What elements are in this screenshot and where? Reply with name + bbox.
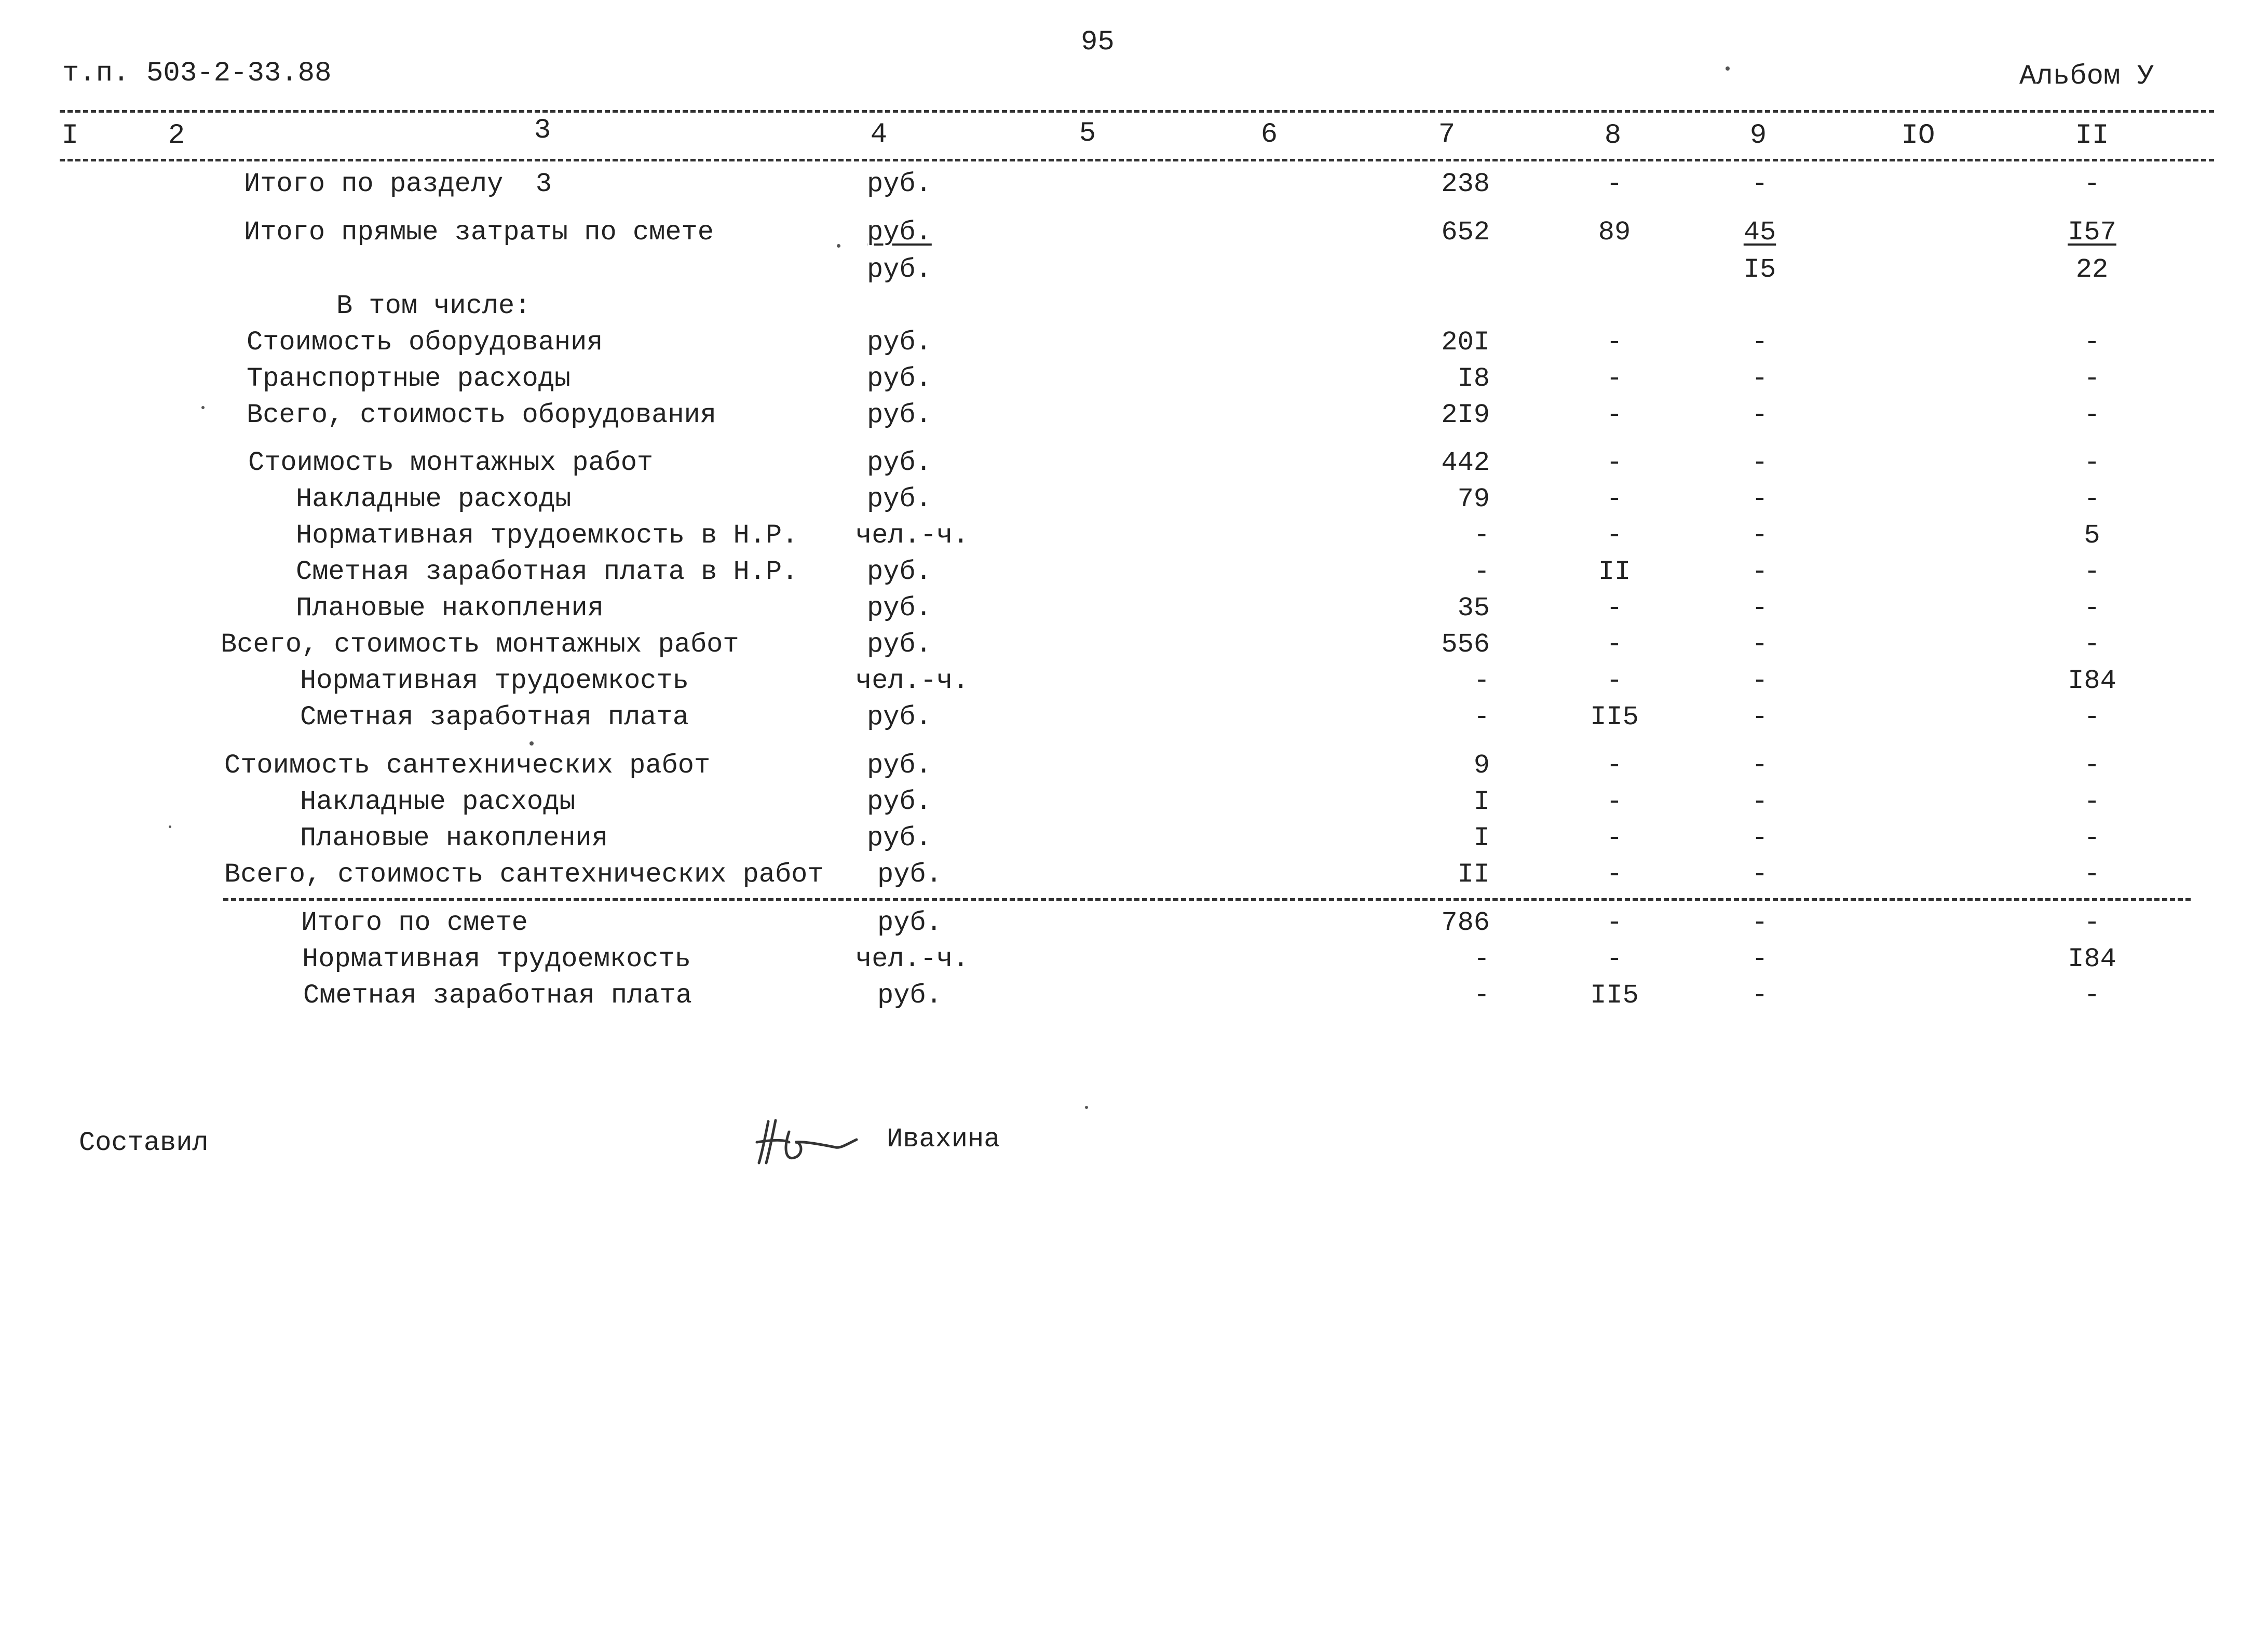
row-label: Нормативная трудоемкость в Н.Р. (296, 520, 798, 551)
row-label: Сметная заработная плата (303, 980, 692, 1011)
column-9-value: - (1751, 593, 1768, 624)
signature (753, 1111, 862, 1168)
column-8-value: - (1606, 327, 1623, 358)
row-label: Накладные расходы (296, 484, 572, 514)
column-7-value: I (1473, 823, 1490, 854)
column-9-value: - (1751, 980, 1768, 1011)
row-label: Сметная заработная плата (300, 702, 689, 733)
scan-speck (1085, 1106, 1088, 1109)
row-label: Накладные расходы (300, 787, 576, 817)
column-9-value: - (1751, 859, 1768, 890)
row-label: Итого прямые затраты по смете (244, 217, 714, 248)
column-11-value: - (2084, 557, 2100, 587)
row-unit: руб. (877, 980, 942, 1011)
column-11-value: - (2084, 629, 2100, 660)
column-7-value: 35 (1457, 593, 1490, 624)
column-7-value: - (1473, 980, 1490, 1011)
row-unit: чел.-ч. (855, 520, 969, 551)
column-8-value: II5 (1590, 980, 1639, 1011)
document-code: т.п. 503-2-33.88 (62, 58, 332, 89)
row-unit: руб. (877, 859, 942, 890)
row-unit: руб. (867, 400, 932, 430)
column-9-value: 45 (1743, 217, 1776, 248)
column-8-value: - (1606, 750, 1623, 781)
column-9-value: - (1751, 520, 1768, 551)
column-7-value: 652 (1441, 217, 1490, 248)
column-8-value: II (1598, 557, 1631, 587)
column-11-value: 5 (2084, 520, 2100, 551)
column-9-value: - (1751, 484, 1768, 514)
column-7-value: - (1473, 520, 1490, 551)
column-number: 7 (1438, 119, 1456, 151)
column-7-value: I8 (1457, 363, 1490, 394)
row-unit: чел.-ч. (855, 666, 969, 696)
scan-speck (169, 825, 171, 828)
column-9-value: - (1751, 823, 1768, 854)
row-label: Итого по разделу 3 (244, 169, 552, 199)
row-unit: руб. (867, 593, 932, 624)
column-7-value: - (1473, 666, 1490, 696)
column-8-value: 89 (1598, 217, 1631, 248)
column-11-value: - (2084, 400, 2100, 430)
column-11-value: - (2084, 980, 2100, 1011)
column-11-value: I57 (2068, 217, 2116, 248)
totals-separator (223, 898, 2191, 901)
scan-speck (201, 406, 205, 409)
column-8-value: - (1606, 859, 1623, 890)
compiled-by-label: Составил (79, 1128, 209, 1158)
column-9-value: - (1751, 908, 1768, 938)
column-9-value: - (1751, 363, 1768, 394)
row-label: Итого по смете (301, 908, 528, 938)
row-label: Стоимость монтажных работ (248, 448, 654, 478)
column-11-value: - (2084, 750, 2100, 781)
row-label: Всего, стоимость сантехнических работ (224, 859, 824, 890)
column-8-value: - (1606, 520, 1623, 551)
column-7-value: II (1457, 859, 1490, 890)
column-7-value: 9 (1473, 750, 1490, 781)
column-number: IO (1901, 120, 1935, 152)
row-unit: руб. (867, 448, 932, 478)
column-11-value: 22 (2075, 254, 2109, 285)
column-7-value: 786 (1441, 908, 1490, 938)
column-9-value: - (1751, 787, 1768, 817)
album-label: Альбом У (2019, 61, 2154, 92)
row-unit: руб. (877, 908, 942, 938)
column-11-value: - (2084, 823, 2100, 854)
column-number: II (2075, 120, 2109, 152)
column-8-value: - (1606, 448, 1623, 478)
header-bottom-rule (60, 159, 2214, 161)
column-7-value: I (1473, 787, 1490, 817)
column-11-value: I84 (2068, 666, 2116, 696)
row-label: Всего, стоимость оборудования (247, 400, 716, 430)
row-unit: руб. (867, 169, 932, 199)
page-number: 95 (1081, 26, 1115, 58)
column-11-value: - (2084, 363, 2100, 394)
row-label: В том числе: (336, 291, 531, 321)
column-11-value: - (2084, 787, 2100, 817)
column-9-value: - (1751, 327, 1768, 358)
column-7-value: 442 (1441, 448, 1490, 478)
column-9-value: - (1751, 750, 1768, 781)
column-9-value: - (1751, 629, 1768, 660)
row-label: Сметная заработная плата в Н.Р. (296, 557, 798, 587)
column-number: 8 (1604, 120, 1622, 152)
column-8-value: - (1606, 666, 1623, 696)
row-unit: руб. (867, 363, 932, 394)
column-7-value: - (1473, 702, 1490, 733)
column-7-value: 238 (1441, 169, 1490, 199)
column-7-value: 79 (1457, 484, 1490, 514)
row-label: Всего, стоимость монтажных работ (221, 629, 739, 660)
column-9-value: - (1751, 400, 1768, 430)
column-9-value: - (1751, 557, 1768, 587)
column-number: 3 (534, 115, 551, 146)
row-unit: руб. (867, 629, 932, 660)
column-number: 4 (870, 119, 888, 151)
column-11-value: - (2084, 593, 2100, 624)
column-7-value: - (1473, 557, 1490, 587)
row-label: Нормативная трудоемкость (302, 944, 691, 974)
column-7-value: - (1473, 944, 1490, 974)
column-8-value: - (1606, 484, 1623, 514)
row-unit: руб. (867, 217, 932, 248)
column-number: I (61, 120, 79, 152)
column-8-value: - (1606, 629, 1623, 660)
row-unit: руб. (867, 787, 932, 817)
row-label: Плановые накопления (300, 823, 608, 854)
compiler-name: Ивахина (887, 1124, 1000, 1155)
row-unit: руб. (867, 702, 932, 733)
row-unit: руб. (867, 823, 932, 854)
column-8-value: - (1606, 593, 1623, 624)
column-11-value: - (2084, 908, 2100, 938)
column-8-value: - (1606, 400, 1623, 430)
column-8-value: - (1606, 787, 1623, 817)
column-number: 9 (1749, 120, 1767, 152)
column-9-value: - (1751, 448, 1768, 478)
column-8-value: - (1606, 169, 1623, 199)
column-7-value: 20I (1441, 327, 1490, 358)
row-label: Стоимость сантехнических работ (224, 750, 711, 781)
column-8-value: - (1606, 363, 1623, 394)
column-9-value: - (1751, 702, 1768, 733)
column-number: 2 (168, 120, 185, 152)
column-11-value: - (2084, 169, 2100, 199)
column-11-value: - (2084, 859, 2100, 890)
row-unit: руб. (867, 327, 932, 358)
column-11-value: - (2084, 327, 2100, 358)
column-11-value: I84 (2068, 944, 2116, 974)
row-unit: руб. (867, 750, 932, 781)
column-9-value: - (1751, 666, 1768, 696)
row-label: Стоимость оборудования (247, 327, 603, 358)
header-top-rule (60, 110, 2214, 113)
column-9-value: I5 (1743, 254, 1776, 285)
column-11-value: - (2084, 484, 2100, 514)
row-label: Плановые накопления (296, 593, 604, 624)
column-7-value: 2I9 (1441, 400, 1490, 430)
column-7-value: 556 (1441, 629, 1490, 660)
column-11-value: - (2084, 702, 2100, 733)
column-9-value: - (1751, 169, 1768, 199)
column-8-value: - (1606, 908, 1623, 938)
column-8-value: II5 (1590, 702, 1639, 733)
scan-speck (837, 244, 840, 248)
row-unit: руб. (867, 557, 932, 587)
column-8-value: - (1606, 823, 1623, 854)
row-unit: руб. (867, 484, 932, 514)
row-label: Транспортные расходы (247, 363, 571, 394)
scan-speck (529, 741, 534, 746)
row-label: Нормативная трудоемкость (300, 666, 689, 696)
scan-speck (1726, 66, 1730, 71)
column-number: 5 (1079, 118, 1096, 150)
column-9-value: - (1751, 944, 1768, 974)
column-8-value: - (1606, 944, 1623, 974)
column-11-value: - (2084, 448, 2100, 478)
row-unit: чел.-ч. (855, 944, 969, 974)
column-number: 6 (1260, 119, 1278, 151)
row-unit: руб. (867, 254, 932, 285)
